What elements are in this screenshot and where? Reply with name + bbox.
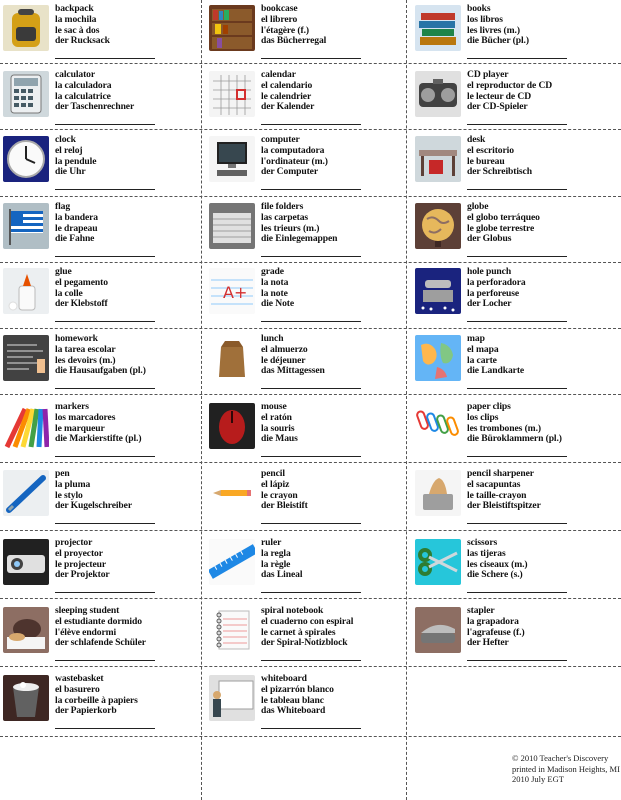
word-spanish: la mochila <box>55 13 97 25</box>
word-spanish: el reproductor de CD <box>467 79 553 91</box>
word-french: l'agrafeuse (f.) <box>467 626 525 638</box>
vocab-words <box>261 606 411 649</box>
word-german: die Einlegemappen <box>261 233 338 245</box>
word-english: wastebasket <box>55 673 104 684</box>
word-english: calculator <box>55 69 96 80</box>
word-french: les trieurs (m.) <box>261 222 320 234</box>
word-spanish: el sacapuntas <box>467 478 521 490</box>
word-german: der Bleistift <box>261 500 308 512</box>
write-in-line <box>261 58 361 59</box>
word-german: die Uhr <box>55 166 86 178</box>
write-in-line <box>55 388 155 389</box>
write-in-line <box>467 456 567 457</box>
vocab-words <box>261 674 411 717</box>
cut-line-horizontal <box>0 530 621 531</box>
write-in-line <box>261 321 361 322</box>
write-in-line <box>55 256 155 257</box>
pen-icon <box>3 470 49 516</box>
write-in-line <box>467 592 567 593</box>
word-german: der Computer <box>261 166 318 178</box>
cut-line-vertical <box>406 0 407 800</box>
word-french: les devoirs (m.) <box>55 354 116 366</box>
vocab-card <box>206 133 412 197</box>
copyright-line: 2010 July EGT <box>512 774 564 784</box>
word-spanish: el almuerzo <box>261 343 308 355</box>
word-german: die Markierstifte (pl.) <box>55 433 142 445</box>
vocab-words <box>55 135 205 178</box>
vocab-words <box>467 135 617 178</box>
vocab-words <box>261 135 411 178</box>
word-french: le lecteur de CD <box>467 90 532 102</box>
write-in-line <box>55 189 155 190</box>
hole-punch-icon <box>415 268 461 314</box>
write-in-line <box>467 189 567 190</box>
word-spanish: la regla <box>261 547 291 559</box>
vocab-words <box>467 4 617 47</box>
vocab-words <box>261 469 411 512</box>
word-french: le globe terrestre <box>467 222 535 234</box>
backpack-icon <box>3 5 49 51</box>
vocab-words <box>467 538 617 581</box>
word-english: sleeping student <box>55 605 120 616</box>
word-english: mouse <box>261 401 287 412</box>
word-german: die Maus <box>261 433 298 445</box>
word-french: le marqueur <box>55 422 105 434</box>
vocab-words <box>55 674 205 717</box>
word-french: les trombones (m.) <box>467 422 541 434</box>
vocab-words <box>467 267 617 310</box>
word-french: le stylo <box>55 489 83 501</box>
word-spanish: la computadora <box>261 144 325 156</box>
file-folders-icon <box>209 203 255 249</box>
write-in-line <box>55 523 155 524</box>
word-spanish: el pizarrón blanco <box>261 683 334 695</box>
globe-icon <box>415 203 461 249</box>
write-in-line <box>261 456 361 457</box>
write-in-line <box>261 728 361 729</box>
word-spanish: el basurero <box>55 683 100 695</box>
word-french: les ciseaux (m.) <box>467 558 528 570</box>
vocab-card <box>206 2 412 66</box>
word-english: CD player <box>467 69 509 80</box>
vocab-card <box>0 332 206 396</box>
spiral-notebook-icon <box>209 607 255 653</box>
copyright-notice <box>512 753 620 785</box>
word-french: le tableau blanc <box>261 694 324 706</box>
vocab-card <box>412 2 618 66</box>
vocab-card <box>206 604 412 668</box>
word-english: grade <box>261 266 284 277</box>
desk-icon <box>415 136 461 182</box>
whiteboard-icon <box>209 675 255 721</box>
word-english: map <box>467 333 485 344</box>
word-german: der Kalender <box>261 101 315 113</box>
word-french: l'ordinateur (m.) <box>261 155 328 167</box>
write-in-line <box>261 189 361 190</box>
cut-line-horizontal <box>0 129 621 130</box>
vocab-words <box>261 402 411 445</box>
cut-line-horizontal <box>0 63 621 64</box>
paper-clips-icon <box>415 403 461 449</box>
word-spanish: la calculadora <box>55 79 112 91</box>
word-spanish: el estudiante dormido <box>55 615 142 627</box>
vocab-card <box>206 332 412 396</box>
vocab-words <box>261 202 411 245</box>
vocab-card <box>206 672 412 736</box>
word-english: projector <box>55 537 93 548</box>
word-spanish: la bandera <box>55 211 98 223</box>
word-german: der Rucksack <box>55 35 110 47</box>
vocab-card <box>0 467 206 531</box>
word-english: paper clips <box>467 401 511 412</box>
word-french: la perforeuse <box>467 287 520 299</box>
vocab-words <box>467 202 617 245</box>
cut-line-horizontal <box>0 736 621 737</box>
word-german: die Hausaufgaben (pl.) <box>55 365 146 377</box>
vocab-words <box>467 402 617 445</box>
bookcase-icon <box>209 5 255 51</box>
word-spanish: el proyector <box>55 547 103 559</box>
word-german: die Bücher (pl.) <box>467 35 529 47</box>
cut-line-horizontal <box>0 666 621 667</box>
vocab-card <box>412 400 618 464</box>
word-german: das Mittagessen <box>261 365 325 377</box>
word-german: die Note <box>261 298 295 310</box>
write-in-line <box>261 256 361 257</box>
word-english: desk <box>467 134 486 145</box>
write-in-line <box>467 256 567 257</box>
word-french: le sac à dos <box>55 24 100 36</box>
vocab-words <box>261 70 411 113</box>
word-english: stapler <box>467 605 495 616</box>
vocab-card <box>412 265 618 329</box>
word-french: le crayon <box>261 489 298 501</box>
vocab-card <box>206 536 412 600</box>
write-in-line <box>55 728 155 729</box>
mouse-icon <box>209 403 255 449</box>
word-spanish: las tijeras <box>467 547 506 559</box>
write-in-line <box>55 456 155 457</box>
word-english: whiteboard <box>261 673 307 684</box>
word-english: lunch <box>261 333 284 344</box>
cut-line-horizontal <box>0 196 621 197</box>
word-french: la règle <box>261 558 291 570</box>
glue-icon <box>3 268 49 314</box>
vocab-card <box>206 400 412 464</box>
vocab-words <box>55 70 205 113</box>
word-english: ruler <box>261 537 282 548</box>
word-spanish: la tarea escolar <box>55 343 116 355</box>
homework-icon <box>3 335 49 381</box>
vocab-card <box>206 200 412 264</box>
cd-player-icon <box>415 71 461 117</box>
vocab-words <box>261 4 411 47</box>
word-spanish: el cuaderno con espiral <box>261 615 354 627</box>
vocab-card <box>206 265 412 329</box>
word-german: der Bleistiftspitzer <box>467 500 541 512</box>
projector-icon <box>3 539 49 585</box>
word-spanish: los libros <box>467 13 503 25</box>
word-spanish: la pluma <box>55 478 91 490</box>
word-english: hole punch <box>467 266 512 277</box>
word-german: der Hefter <box>467 637 509 649</box>
word-english: clock <box>55 134 76 145</box>
word-german: das Whiteboard <box>261 705 326 717</box>
word-french: la pendule <box>55 155 97 167</box>
word-english: homework <box>55 333 98 344</box>
word-english: spiral notebook <box>261 605 324 616</box>
word-german: der Globus <box>467 233 512 245</box>
word-french: l'élève endormi <box>55 626 117 638</box>
vocab-words <box>55 606 205 649</box>
word-spanish: el reloj <box>55 144 83 156</box>
word-spanish: el ratón <box>261 411 292 423</box>
word-english: file folders <box>261 201 304 212</box>
vocab-words <box>55 402 205 445</box>
word-spanish: la grapadora <box>467 615 519 627</box>
grade-icon <box>209 268 255 314</box>
vocab-card <box>412 200 618 264</box>
copyright-line: printed in Madison Heights, MI <box>512 763 620 774</box>
word-spanish: los marcadores <box>55 411 116 423</box>
vocab-card <box>206 68 412 132</box>
word-french: le carnet à spirales <box>261 626 336 638</box>
write-in-line <box>55 321 155 322</box>
word-spanish: el globo terráqueo <box>467 211 540 223</box>
vocab-card <box>412 536 618 600</box>
vocab-card <box>0 2 206 66</box>
word-english: scissors <box>467 537 498 548</box>
word-french: la carte <box>467 354 497 366</box>
word-german: das Bücherregal <box>261 35 327 47</box>
word-german: der Kugelschreiber <box>55 500 132 512</box>
word-spanish: el lápiz <box>261 478 290 490</box>
vocab-words <box>467 606 617 649</box>
word-german: der schlafende Schüler <box>55 637 146 649</box>
cut-line-horizontal <box>0 462 621 463</box>
word-german: der CD-Spieler <box>467 101 528 113</box>
vocab-words <box>55 202 205 245</box>
word-french: le calendrier <box>261 90 312 102</box>
wastebasket-icon <box>3 675 49 721</box>
vocab-card <box>412 467 618 531</box>
word-german: die Fahne <box>55 233 95 245</box>
word-spanish: los clips <box>467 411 499 423</box>
word-french: l'étagère (f.) <box>261 24 309 36</box>
scissors-icon <box>415 539 461 585</box>
word-english: pen <box>55 468 70 479</box>
vocab-words <box>55 538 205 581</box>
word-english: pencil sharpener <box>467 468 534 479</box>
word-german: die Büroklammern (pl.) <box>467 433 562 445</box>
word-spanish: la perforadora <box>467 276 526 288</box>
word-spanish: el escritorio <box>467 144 514 156</box>
cut-line-vertical <box>201 0 202 800</box>
books-icon <box>415 5 461 51</box>
sleeping-student-icon <box>3 607 49 653</box>
write-in-line <box>55 124 155 125</box>
word-german: der Projektor <box>55 569 110 581</box>
word-english: books <box>467 3 491 14</box>
word-french: la corbeille à papiers <box>55 694 138 706</box>
word-english: backpack <box>55 3 94 14</box>
calendar-icon <box>209 71 255 117</box>
write-in-line <box>467 321 567 322</box>
vocab-words <box>55 4 205 47</box>
write-in-line <box>467 660 567 661</box>
word-spanish: el pegamento <box>55 276 108 288</box>
word-german: der Locher <box>467 298 512 310</box>
vocab-words <box>467 334 617 377</box>
word-english: bookcase <box>261 3 298 14</box>
vocab-words <box>467 469 617 512</box>
vocab-card <box>0 604 206 668</box>
markers-icon <box>3 403 49 449</box>
word-spanish: las carpetas <box>261 211 309 223</box>
word-french: la colle <box>55 287 83 299</box>
write-in-line <box>261 660 361 661</box>
word-french: le déjeuner <box>261 354 306 366</box>
vocab-words <box>467 70 617 113</box>
calculator-icon <box>3 71 49 117</box>
vocab-card <box>0 68 206 132</box>
svg-text:A+: A+ <box>223 283 248 302</box>
vocab-words <box>261 334 411 377</box>
vocab-card <box>0 133 206 197</box>
pencil-sharpener-icon <box>415 470 461 516</box>
write-in-line <box>261 523 361 524</box>
write-in-line <box>261 592 361 593</box>
word-english: calendar <box>261 69 296 80</box>
word-spanish: la nota <box>261 276 289 288</box>
word-german: die Landkarte <box>467 365 525 377</box>
vocab-card <box>412 604 618 668</box>
write-in-line <box>467 58 567 59</box>
write-in-line <box>467 388 567 389</box>
write-in-line <box>261 124 361 125</box>
word-french: le taille-crayon <box>467 489 527 501</box>
word-english: glue <box>55 266 72 277</box>
write-in-line <box>467 523 567 524</box>
clock-icon <box>3 136 49 182</box>
write-in-line <box>55 660 155 661</box>
word-english: markers <box>55 401 89 412</box>
write-in-line <box>467 124 567 125</box>
pencil-icon <box>209 470 255 516</box>
vocab-card <box>206 467 412 531</box>
word-french: les livres (m.) <box>467 24 520 36</box>
vocab-card <box>0 200 206 264</box>
word-english: flag <box>55 201 71 212</box>
cut-line-horizontal <box>0 262 621 263</box>
cut-line-horizontal <box>0 394 621 395</box>
map-icon <box>415 335 461 381</box>
write-in-line <box>55 58 155 59</box>
vocab-card <box>0 672 206 736</box>
vocab-card <box>412 332 618 396</box>
word-spanish: el mapa <box>467 343 499 355</box>
word-french: la calculatrice <box>55 90 111 102</box>
vocab-words <box>261 538 411 581</box>
word-english: computer <box>261 134 300 145</box>
word-english: globe <box>467 201 489 212</box>
word-german: der Schreibtisch <box>467 166 532 178</box>
word-french: le bureau <box>467 155 505 167</box>
vocab-words <box>55 334 205 377</box>
lunch-bag-icon <box>209 335 255 381</box>
word-french: le drapeau <box>55 222 98 234</box>
cut-line-horizontal <box>0 328 621 329</box>
word-french: le projecteur <box>55 558 106 570</box>
write-in-line <box>55 592 155 593</box>
word-french: la souris <box>261 422 295 434</box>
word-german: der Spiral-Notizblock <box>261 637 348 649</box>
vocab-card <box>0 265 206 329</box>
vocab-card <box>412 133 618 197</box>
stapler-icon <box>415 607 461 653</box>
word-spanish: el librero <box>261 13 298 25</box>
vocab-card <box>0 400 206 464</box>
word-german: der Klebstoff <box>55 298 108 310</box>
word-german: der Papierkorb <box>55 705 117 717</box>
vocab-words <box>55 469 205 512</box>
computer-icon <box>209 136 255 182</box>
copyright-line: © 2010 Teacher's Discovery <box>512 753 609 763</box>
vocab-words <box>55 267 205 310</box>
vocab-words <box>261 267 411 310</box>
ruler-icon <box>209 539 255 585</box>
word-english: pencil <box>261 468 285 479</box>
word-german: der Taschenrechner <box>55 101 135 113</box>
word-german: die Schere (s.) <box>467 569 523 581</box>
vocab-card <box>0 536 206 600</box>
vocab-card <box>412 68 618 132</box>
word-french: la note <box>261 287 288 299</box>
word-spanish: el calendario <box>261 79 313 91</box>
cut-line-horizontal <box>0 598 621 599</box>
write-in-line <box>261 388 361 389</box>
word-german: das Lineal <box>261 569 303 581</box>
flag-icon <box>3 203 49 249</box>
